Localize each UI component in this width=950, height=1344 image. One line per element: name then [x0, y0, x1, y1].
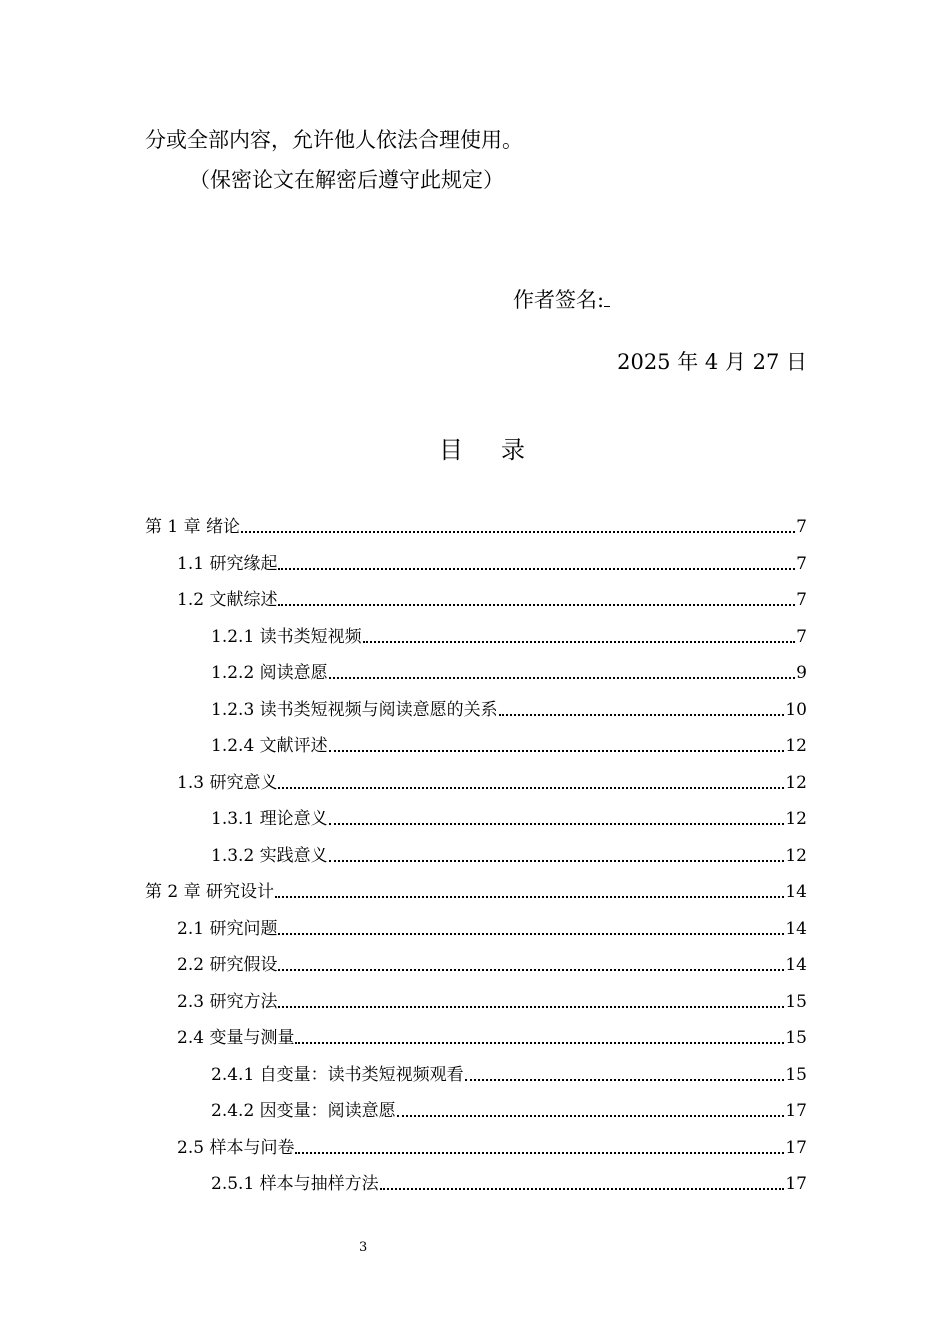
toc-entry-label: 2.5 样本与问卷 — [177, 1138, 295, 1158]
toc-entry-page: 10 — [785, 700, 807, 720]
toc-entry-label: 1.3 研究意义 — [177, 773, 278, 793]
toc-entry[interactable] — [211, 808, 807, 830]
toc-entry-label: 2.5.1 样本与抽样方法 — [211, 1174, 379, 1194]
toc-entry-page: 7 — [796, 627, 807, 647]
signature-line — [604, 288, 610, 307]
toc-leader — [465, 1079, 785, 1081]
toc-entry-label: 1.2.1 读书类短视频 — [211, 627, 362, 647]
toc-entry-page: 15 — [785, 992, 807, 1012]
toc-leader — [295, 1042, 784, 1044]
author-signature — [513, 284, 610, 314]
toc-leader — [329, 750, 785, 752]
toc-entry[interactable] — [145, 516, 807, 538]
toc-entry-label: 1.1 研究缘起 — [177, 554, 278, 574]
toc-entry[interactable] — [177, 991, 807, 1013]
toc-leader — [278, 969, 784, 971]
toc-entry[interactable] — [177, 772, 807, 794]
statement-line-1: 分或全部内容，允许他人依法合理使用。 — [145, 128, 523, 152]
toc-entry-page: 15 — [785, 1028, 807, 1048]
toc-entry[interactable] — [211, 626, 807, 648]
toc-entry-page: 9 — [796, 663, 807, 683]
toc-title — [439, 430, 525, 465]
toc-entry-page: 14 — [785, 882, 807, 902]
toc-entry-label: 2.4.1 自变量：读书类短视频观看 — [211, 1065, 464, 1085]
toc-entry[interactable] — [177, 589, 807, 611]
toc-entry-label: 1.3.1 理论意义 — [211, 809, 328, 829]
toc-leader — [329, 823, 785, 825]
toc-entry[interactable] — [211, 1100, 807, 1122]
toc-entry[interactable] — [177, 954, 807, 976]
toc-leader — [329, 860, 785, 862]
toc-entry-page: 12 — [785, 773, 807, 793]
toc-leader — [295, 1152, 784, 1154]
toc-leader — [380, 1188, 785, 1190]
toc-entry-label: 1.2.2 阅读意愿 — [211, 663, 328, 683]
toc-leader — [278, 1006, 784, 1008]
toc-entry-label: 2.3 研究方法 — [177, 992, 278, 1012]
toc-entry-page: 17 — [785, 1174, 807, 1194]
toc-entry-label: 第 1 章 绪论 — [145, 517, 241, 537]
toc-entry-page: 17 — [785, 1101, 807, 1121]
toc-leader — [278, 604, 795, 606]
toc-entry-page: 14 — [785, 955, 807, 975]
toc-entry-page: 12 — [785, 736, 807, 756]
toc-entry[interactable] — [211, 845, 807, 867]
toc-entry-label: 2.4 变量与测量 — [177, 1028, 295, 1048]
toc-entry-page: 7 — [796, 517, 807, 537]
toc-entry-label: 2.2 研究假设 — [177, 955, 278, 975]
toc-leader — [397, 1115, 785, 1117]
toc-leader — [329, 677, 796, 679]
toc-entry-page: 14 — [785, 919, 807, 939]
toc-entry[interactable] — [211, 699, 807, 721]
toc-entry-page: 7 — [796, 590, 807, 610]
toc-leader — [499, 714, 785, 716]
toc-entry[interactable] — [211, 1064, 807, 1086]
toc-entry-page: 12 — [785, 846, 807, 866]
signature-date: 2025 年 4 月 27 日 — [617, 350, 807, 374]
toc-entry-label: 2.1 研究问题 — [177, 919, 278, 939]
toc-entry-label: 1.2.3 读书类短视频与阅读意愿的关系 — [211, 700, 498, 720]
toc-entry[interactable] — [145, 881, 807, 903]
toc-title-char-2: 录 — [501, 436, 525, 464]
page-number: 3 — [359, 1240, 368, 1255]
toc-leader — [278, 787, 784, 789]
toc-leader — [278, 933, 784, 935]
toc-entry-label: 1.2.4 文献评述 — [211, 736, 328, 756]
toc-leader — [275, 896, 784, 898]
toc-entry[interactable] — [177, 918, 807, 940]
toc-entry-label: 1.3.2 实践意义 — [211, 846, 328, 866]
toc-entry[interactable] — [177, 553, 807, 575]
toc-leader — [241, 531, 795, 533]
toc-entry[interactable] — [177, 1137, 807, 1159]
toc-title-char-1: 目 — [439, 436, 463, 464]
statement-line-2: （保密论文在解密后遵守此规定） — [189, 168, 504, 192]
toc-entry-label: 第 2 章 研究设计 — [145, 882, 275, 902]
toc-entry-page: 7 — [796, 554, 807, 574]
toc-entry[interactable] — [211, 1173, 807, 1195]
toc-leader — [363, 641, 796, 643]
toc-entry[interactable] — [211, 735, 807, 757]
toc-entry-label: 1.2 文献综述 — [177, 590, 278, 610]
toc-leader — [278, 568, 795, 570]
toc-entry-page: 17 — [785, 1138, 807, 1158]
toc-entry[interactable] — [177, 1027, 807, 1049]
toc-entry-label: 2.4.2 因变量：阅读意愿 — [211, 1101, 396, 1121]
toc-entry[interactable] — [211, 662, 807, 684]
signature-label: 作者签名: — [513, 288, 605, 312]
toc-entry-page: 12 — [785, 809, 807, 829]
toc-entry-page: 15 — [785, 1065, 807, 1085]
